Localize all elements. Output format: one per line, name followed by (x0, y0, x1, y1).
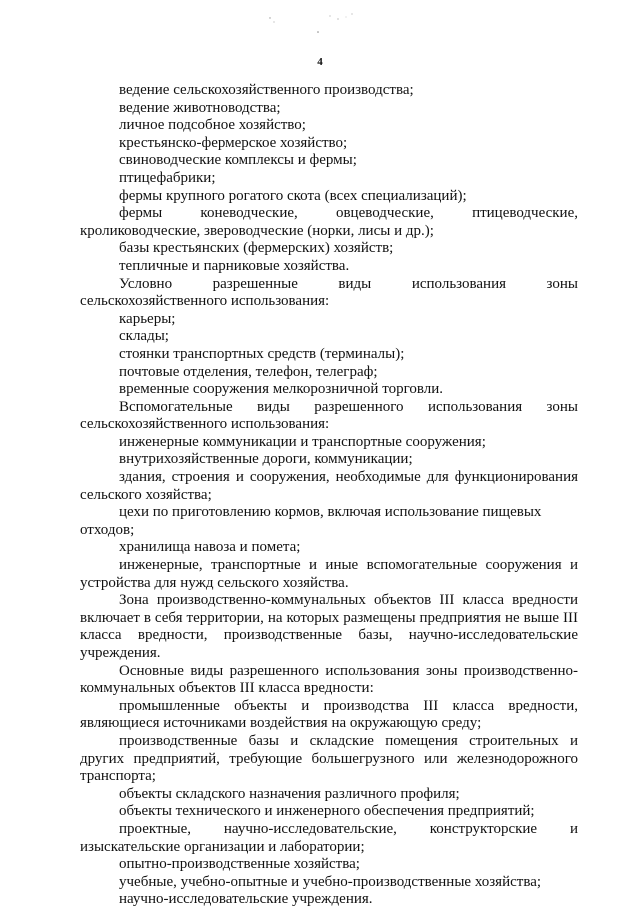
paragraph: почтовые отделения, телефон, телеграф; (119, 363, 378, 380)
document-body (80, 82, 578, 909)
scan-specks (258, 8, 378, 38)
paragraph: фермы коневодческие, овцеводческие, птицеводческие, кролиководческие, звероводческие (норки, лисы и др.); (80, 205, 578, 239)
paragraph: Основные виды разрешенного использования зоны производственно-коммунальных объектов III класса вредности: (80, 662, 578, 697)
paragraph: фермы крупного рогатого скота (всех специализаций); (119, 187, 467, 204)
paragraph: опытно-производственные хозяйства; (119, 856, 360, 873)
paragraph: производственные базы и складские помещения строительных и других предприятий, требующие большегрузного или железнодорожного транспорта; (80, 732, 578, 785)
paragraph: тепличные и парниковые хозяйства. (119, 257, 350, 274)
paragraph: птицефабрики; (119, 169, 216, 186)
page-number: 4 (317, 56, 323, 68)
paragraph: объекты складского назначения различного профиля; (119, 785, 460, 802)
paragraph: Условно разрешенные виды использования зоны сельскохозяйственного использования: (80, 275, 578, 310)
paragraph: стоянки транспортных средств (терминалы); (119, 345, 405, 362)
paragraph: ведение сельскохозяйственного производства; (119, 82, 414, 98)
paragraph: Зона производственно-коммунальных объектов III класса вредности включает в себя территории, на которых размещены предприятия не выше III класса вредности, производственные базы, научно-исследовательские учреждения. (80, 592, 578, 661)
paragraph: Вспомогательные виды разрешенного использования зоны сельскохозяйственного использования: (80, 398, 578, 433)
paragraph: крестьянско-фермерское хозяйство; (119, 134, 348, 151)
paragraph: ведение животноводства; (119, 99, 281, 116)
paragraph: инженерные, транспортные и иные вспомогательные сооружения и устройства для нужд сельского хозяйства. (80, 557, 578, 591)
paragraph: временные сооружения мелкорозничной торговли. (119, 381, 443, 398)
paragraph: личное подсобное хозяйство; (119, 117, 306, 134)
paragraph: карьеры; (119, 310, 176, 327)
paragraph: учебные, учебно-опытные и учебно-производственные хозяйства; (119, 873, 542, 890)
paragraph: базы крестьянских (фермерских) хозяйств; (119, 240, 394, 257)
paragraph: внутрихозяйственные дороги, коммуникации; (119, 451, 413, 468)
paragraph: проектные, научно-исследовательские, конструкторские и изыскательские организации и лаборатории; (80, 820, 578, 855)
paragraph: цехи по приготовлению кормов, включая использование пищевых отходов; (80, 504, 542, 538)
paragraph: промышленные объекты и производства III класса вредности, являющиеся источниками воздействия на окружающую среду; (80, 697, 578, 732)
paragraph: научно-исследовательские учреждения. (119, 891, 373, 908)
paragraph: склады; (119, 328, 169, 345)
paragraph: хранилища навоза и помета; (119, 539, 301, 556)
paragraph: свиноводческие комплексы и фермы; (119, 152, 357, 169)
paragraph: объекты технического и инженерного обеспечения предприятий; (119, 803, 535, 820)
paragraph: здания, строения и сооружения, необходимые для функционирования сельского хозяйства; (80, 469, 578, 503)
paragraph: инженерные коммуникации и транспортные сооружения; (119, 433, 486, 450)
